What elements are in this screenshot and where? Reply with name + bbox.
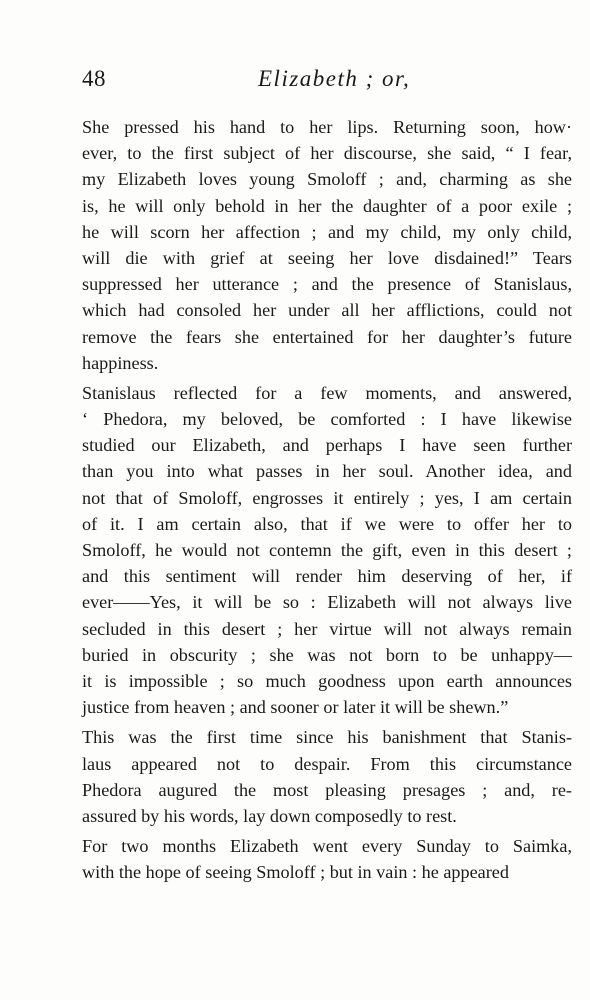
page-header — [82, 62, 582, 96]
text-line: of it. I am certain also, that if we were to offer her to — [82, 513, 572, 534]
text-line: studied our Elizabeth, and perhaps I have seen further — [82, 435, 572, 456]
text-line: with the hope of seeing Smoloff ; but in vain : he appeared — [82, 862, 509, 883]
text-line: assured by his words, lay down composedly to rest. — [82, 805, 457, 826]
text-line: secluded in this desert ; her virtue will not always remain — [82, 618, 572, 639]
body-text — [82, 114, 572, 885]
text-line: laus appeared not to despair. From this circumstance — [82, 753, 572, 774]
paragraph — [82, 114, 572, 376]
text-line: justice from heaven ; and sooner or later it will be shewn.” — [82, 697, 509, 718]
text-line: Smoloff, he would not contemn the gift, even in this desert ; — [82, 540, 572, 560]
paragraph — [82, 724, 572, 829]
text-line: is, he will only behold in her the daughter of a poor exile ; — [82, 195, 572, 216]
text-line: This was the first time since his banishment that Stanis- — [82, 727, 572, 748]
text-line: he will scorn her affection ; and my child, my only child, — [82, 221, 572, 242]
text-line: ever, to the first subject of her discourse, she said, “ I fear, — [82, 143, 572, 164]
text-line: and this sentiment will render him deserving of her, if — [82, 566, 572, 587]
text-line: happiness. — [82, 352, 159, 373]
text-line: remove the fears she entertained for her daughter’s future — [82, 326, 572, 347]
text-line: buried in obscurity ; she was not born to be unhappy— — [82, 644, 572, 665]
text-line: ‘ Phedora, my beloved, be comforted : I have likewise — [82, 409, 572, 430]
text-line: She pressed his hand to her lips. Returning soon, how· — [82, 117, 572, 137]
text-line: ever——Yes, it will be so : Elizabeth will not always live — [82, 592, 572, 613]
text-line: which had consoled her under all her afflictions, could not — [82, 300, 572, 321]
paragraph — [82, 833, 572, 885]
text-line: will die with grief at seeing her love disdained!” Tears — [82, 247, 572, 268]
text-line: Stanislaus reflected for a few moments, and answered, — [82, 382, 572, 403]
text-line: not that of Smoloff, engrosses it entirely ; yes, I am certain — [82, 487, 572, 508]
running-head: Elizabeth ; or, — [258, 66, 411, 91]
text-line: suppressed her utterance ; and the presence of Stanislaus, — [82, 274, 572, 295]
text-line: it is impossible ; so much goodness upon earth announces — [82, 670, 572, 691]
text-line: Phedora augured the most pleasing presages ; and, re- — [82, 779, 572, 800]
paragraph — [82, 380, 572, 720]
page-number: 48 — [82, 66, 106, 91]
text-line: For two months Elizabeth went every Sunday to Saimka, — [82, 836, 572, 857]
text-line: my Elizabeth loves young Smoloff ; and, charming as she — [82, 169, 572, 190]
text-line: than you into what passes in her soul. Another idea, and — [82, 461, 572, 482]
